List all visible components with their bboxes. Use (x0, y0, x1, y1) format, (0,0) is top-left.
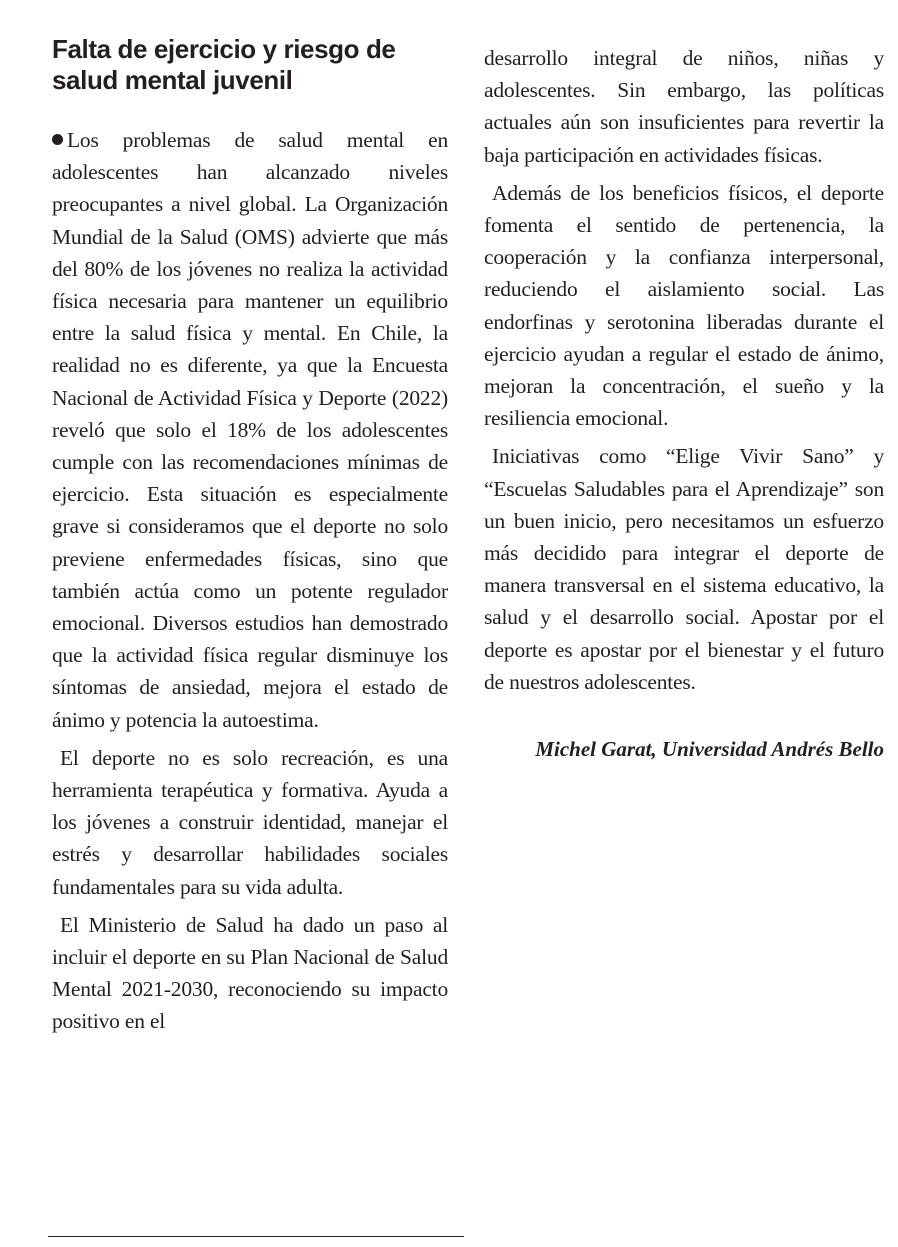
article-paragraph-5: Iniciativas como “Elige Vivir Sano” y “Escuelas Saludables para el Aprendizaje” son un buen inicio, pero necesitamos un esfuerzo más decidido para integrar el deporte de manera transversal en el sistema educativo, la salud y el desarrollo social. Apostar por el deporte es apostar por el bienestar y el futuro de nuestros adolescentes. (484, 444, 884, 694)
author-signature: Michel Garat, Universidad Andrés Bello (535, 737, 884, 762)
left-column (52, 34, 448, 1038)
bottom-divider (48, 1236, 464, 1237)
article-paragraph-1 (52, 124, 448, 736)
bullet-icon (52, 134, 63, 145)
right-column (484, 42, 884, 765)
paragraph-1-text: Los problemas de salud mental en adolescentes han alcanzado niveles preocupantes a nivel global. La Organización Mundial de la Salud (OMS) advierte que más del 80% de los jóvenes no realiza la actividad física necesaria para mantener un equilibrio entre la salud física y mental. En Chile, la realidad no es diferente, ya que la Encuesta Nacional de Actividad Física y Deporte (2022) reveló que solo el 18% de los adolescentes cumple con las recomendaciones mínimas de ejercicio. Esta situación es especialmente grave si consideramos que el deporte no solo previene enfermedades físicas, sino que también actúa como un potente regulador emocional. Diversos estudios han demostrado que la actividad física regular disminuye los síntomas de ansiedad, mejora el estado de ánimo y potencia la autoestima. (52, 128, 448, 732)
article-paragraph-4: Además de los beneficios físicos, el deporte fomenta el sentido de pertenencia, la cooperación y la confianza interpersonal, reduciendo el aislamiento social. Las endorfinas y serotonina liberadas durante el ejercicio ayudan a regular el estado de ánimo, mejoran la concentración, el sueño y la resiliencia emocional. (484, 180, 884, 431)
article-paragraph-3-continued: desarrollo integral de niños, niñas y adolescentes. Sin embargo, las políticas actuales aún son insuficientes para revertir la baja participación en actividades físicas. (484, 46, 884, 167)
article-paragraph-3: El Ministerio de Salud ha dado un paso al incluir el deporte en su Plan Nacional de Salud Mental 2021-2030, reconociendo su impacto positivo en el (52, 912, 448, 1034)
article-paragraph-2: El deporte no es solo recreación, es una herramienta terapéutica y formativa. Ayuda a los jóvenes a construir identidad, manejar el estrés y desarrollar habilidades sociales fundamentales para su vida adulta. (52, 745, 448, 899)
article-headline: Falta de ejercicio y riesgo de salud mental juvenil (52, 34, 396, 95)
